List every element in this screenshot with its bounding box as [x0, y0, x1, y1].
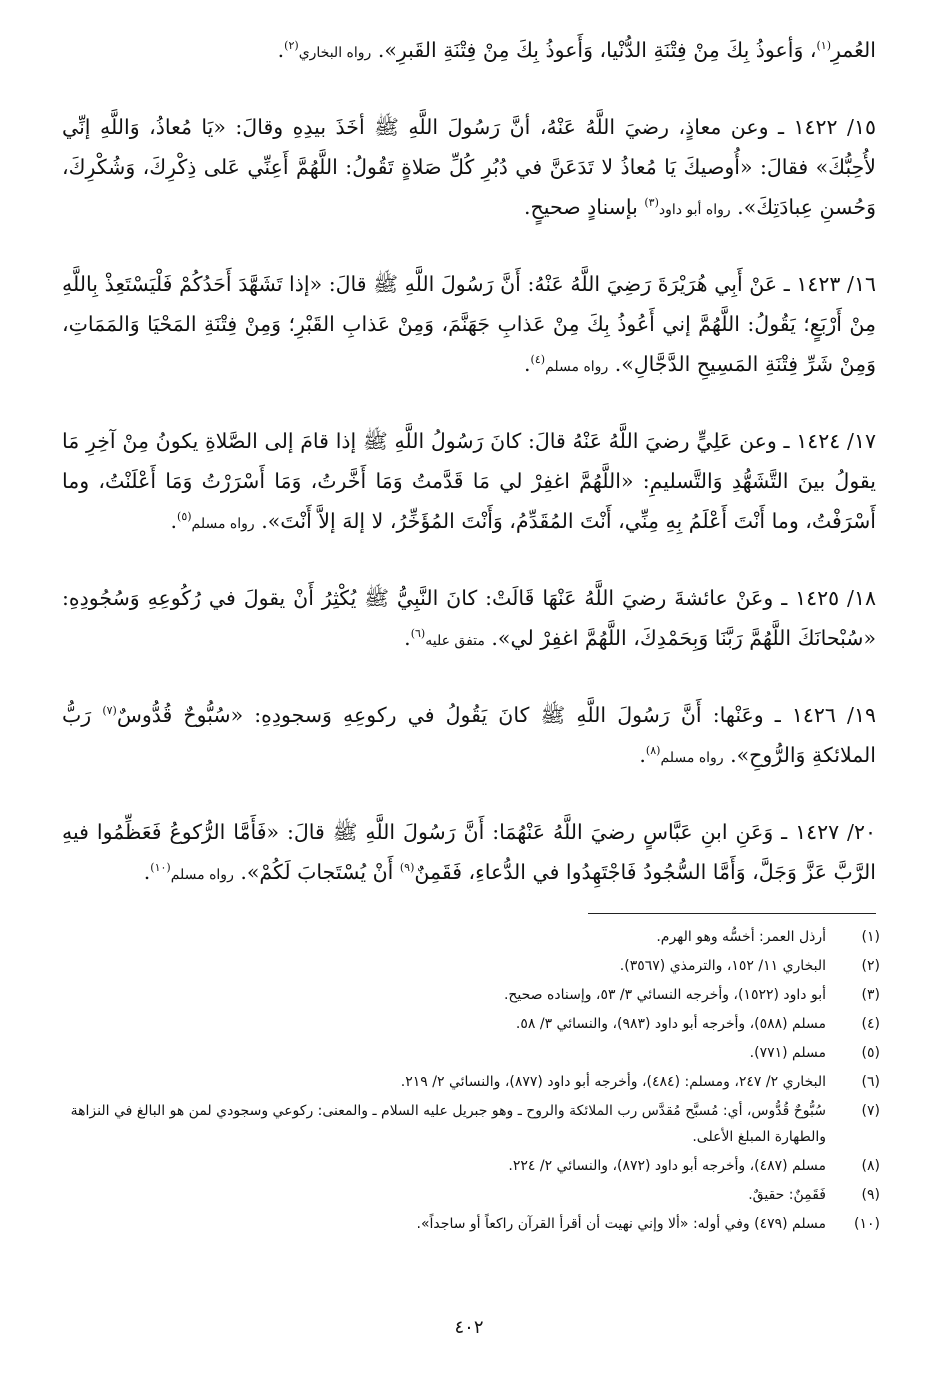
- footnote-text: مسلم (٥٨٨)، وأخرجه أبو داود (٩٨٣)، والنسائي ٣/ ٥٨.: [515, 1016, 826, 1032]
- footnote-ref: (٣): [644, 196, 659, 210]
- text-run: ١٧/ ١٤٢٤ ـ وعن عَلِيٍّ رضيَ اللَّهُ عَنْهُ قالَ: كانَ رَسُولُ اللَّهِ ﷺ إذا قامَ إلى الصَّلاةِ يكونُ مِنْ آخِرِ مَا يقولُ بينَ التَّشَهُّدِ وَالتَّسليمِ: «اللَّهُمَّ اغفِرْ لي مَا قَدَّمتُ وَمَا أَخَّرتُ، وَمَا أَسْرَرْتُ وَمَا أَعْلَنْتُ، وما أَسْرَفْتُ، وما أَنْتَ أَعْلَمُ بِهِ مِنِّي، أَنْتَ المُقَدِّمُ، وَأَنْتَ المُؤَخِّرُ، لا إلهَ إلاَّ أَنْتَ».: [62, 429, 876, 533]
- footnote-number: (١٠): [854, 1216, 880, 1232]
- hadith-fragment-top: [62, 30, 876, 73]
- hadith-1425: [62, 578, 876, 661]
- footnote-ref: (٦): [410, 627, 426, 641]
- text-run: ٢٠/ ١٤٢٧ ـ وَعَنِ ابنِ عَبَّاسٍ رضيَ اللَّهُ عَنْهُمَا: أَنَّ رَسُولَ اللَّهِ ﷺ قالَ: «فَأَمَّا الرُّكوعُ فَعَظِّمُوا فيهِ الرَّبَّ عَزَّ وَجَلَّ، وَأَمَّا السُّجُودُ فَاجْتَهِدُوا في الدُّعاءِ، فَقَمِنٌ: [62, 820, 877, 884]
- text-run: العُمرِ: [831, 38, 876, 62]
- footnote-item: [58, 1182, 880, 1208]
- footnote-divider: [588, 913, 876, 914]
- footnote-item: [58, 1211, 880, 1237]
- source-citation: متفق عليه: [425, 633, 485, 649]
- footnote-ref: (٧): [102, 704, 117, 718]
- footnote-item: [58, 1011, 880, 1037]
- source-citation: رواه أبو داود: [658, 202, 731, 218]
- footnote-text: مسلم (٤٨٧)، وأخرجه أبو داود (٨٧٢)، والنسائي ٢/ ٢٢٤.: [508, 1158, 826, 1174]
- footnote-text: مسلم (٤٧٩) وفي أوله: «ألا وإني نهيت أن أقرأ القرآن راكعاً أو ساجداً».: [416, 1216, 826, 1232]
- footnote-number: (٩): [861, 1187, 880, 1203]
- footnote-text: البخاري ٢/ ٢٤٧، ومسلم: (٤٨٤)، وأخرجه أبو داود (٨٧٧)، والنسائي ٢/ ٢١٩.: [400, 1074, 826, 1090]
- source-citation: رواه البخاري: [298, 45, 372, 61]
- footnote-number: (٦): [861, 1074, 880, 1090]
- footnotes-list: [58, 924, 880, 1240]
- text-run: .: [404, 626, 411, 650]
- footnote-text: مسلم (٧٧١).: [749, 1045, 826, 1061]
- footnote-number: (٣): [861, 987, 880, 1003]
- footnote-item: [58, 982, 880, 1008]
- footnote-text: أرذل العمر: أخسُّه وهو الهرم.: [656, 929, 826, 945]
- text-run: ١٩/ ١٤٢٦ ـ وعَنْها: أَنَّ رَسُولَ اللَّهِ ﷺ كانَ يَقُولُ في ركوعِهِ وَسجودِهِ: «سُبُّوحٌ قُدُّوسٌ: [116, 703, 876, 727]
- footnote-ref: (٢): [284, 39, 299, 53]
- footnote-item: [58, 1098, 880, 1150]
- footnote-ref: (٥): [177, 510, 192, 524]
- text-run: ١٦/ ١٤٢٣ ـ عَنْ أَبِي هُرَيْرَةَ رَضِيَ اللَّهُ عَنْهُ: أَنَّ رَسُولَ اللَّهِ ﷺ قالَ: «إذا تَشَهَّدَ أَحَدُكُمْ فَلْيَسْتَعِذْ بِاللَّهِ مِنْ أَرْبَعٍ؛ يَقُولُ: اللَّهُمَّ إني أَعُوذُ بِكَ مِنْ عَذابِ جَهَنَّمَ، وَمِنْ عَذابِ القَبْرِ؛ وَمِنْ فِتْنَةِ المَحْيَا وَالمَمَاتِ، وَمِنْ شَرِّ فِتْنَةِ المَسِيحِ الدَّجَّالِ».: [62, 272, 876, 376]
- source-citation: رواه مسلم: [191, 516, 255, 532]
- footnote-number: (٨): [861, 1158, 880, 1174]
- footnote-item: [58, 1153, 880, 1179]
- hadith-1422: [62, 107, 876, 230]
- footnote-ref: (٤): [530, 353, 546, 367]
- text-run: ، وَأعوذُ بِكَ مِنْ فِتْنَةِ الدُّنْيا، وَأَعوذُ بِكَ مِنْ فِتْنَةِ القَبرِ».: [371, 38, 817, 62]
- footnote-text: البخاري ١١/ ١٥٢، والترمذي (٣٥٦٧).: [619, 958, 826, 974]
- source-citation: رواه مسلم: [545, 359, 609, 375]
- footnote-number: (١): [861, 929, 880, 945]
- text-run: .: [639, 743, 646, 767]
- footnote-number: (٧): [861, 1103, 880, 1119]
- source-citation: رواه مسلم: [170, 867, 234, 883]
- hadith-1427: [62, 812, 876, 895]
- source-citation: رواه مسلم: [660, 750, 724, 766]
- footnote-text: سُبُّوحٌ قُدُّوس، أي: مُسبَّح مُقدَّس رب الملائكة والروح ـ وهو جبريل عليه السلام ـ والمعنى: ركوعي وسجودي لمن هو البالغ في النزاهة والطهارة المبلغ الأعلى.: [70, 1103, 826, 1145]
- text-run: .: [143, 860, 151, 884]
- footnote-ref: (٨): [645, 744, 661, 758]
- footnote-ref: (١): [816, 39, 831, 53]
- footnote-number: (٢): [861, 958, 880, 974]
- footnote-text: أبو داود (١٥٢٢)، وأخرجه النسائي ٣/ ٥٣، وإسناده صحيح.: [503, 987, 826, 1003]
- hadith-1423: [62, 264, 876, 387]
- footnote-item: [58, 924, 880, 950]
- text-run: .: [170, 509, 178, 533]
- hadith-body: [62, 30, 876, 895]
- hadith-1426: [62, 695, 876, 778]
- text-run: .: [277, 38, 285, 62]
- hadith-1424: [62, 421, 876, 544]
- footnote-number: (٤): [861, 1016, 880, 1032]
- footnote-number: (٥): [861, 1045, 880, 1061]
- footnote-item: [58, 953, 880, 979]
- text-run: رَبُّ الملائكةِ وَالرُّوحِ».: [62, 703, 876, 767]
- text-run: أَنْ يُسْتَجابَ لَكُمْ».: [233, 860, 400, 884]
- page-number: ٤٠٢: [454, 1317, 484, 1338]
- text-run: ١٥/ ١٤٢٢ ـ وعن معاذٍ، رضيَ اللَّهُ عَنْهُ، أنَّ رَسُولَ اللَّهِ ﷺ أخَذَ بيدِهِ وقالَ: «يَا مُعاذُ، وَاللَّهِ إنِّي لأُحِبُّكَ» فقالَ: «أُوصيكَ يَا مُعاذُ لا تَدَعَنَّ في دُبُرِ كُلِّ صَلاةٍ تَقُولُ: اللَّهُمَّ أَعِنِّي عَلى ذِكْرِكَ، وَشُكْرِكَ، وَحُسنِ عِبادَتِكَ».: [62, 115, 876, 219]
- text-run: بإسنادٍ صحيحٍ.: [524, 195, 645, 219]
- footnote-text: فَقَمِنٌ: حقيقٌ.: [748, 1187, 826, 1203]
- text-run: ١٨/ ١٤٢٥ ـ وعَنْ عائشةَ رضيَ اللَّهُ عَنْهَا قَالَتْ: كانَ النَّبِيُّ ﷺ يُكْثِرُ أَنْ يقولَ في رُكُوعِهِ وَسُجُودِهِ: «سُبْحانَكَ اللَّهُمَّ رَبَّنَا وَبِحَمْدِكَ، اللَّهُمَّ اغفِرْ لي».: [62, 586, 876, 650]
- footnote-item: [58, 1069, 880, 1095]
- footnote-item: [58, 1040, 880, 1066]
- text-run: .: [524, 352, 531, 376]
- footnote-ref: (٩): [399, 861, 415, 875]
- footnote-ref: (١٠): [150, 861, 171, 875]
